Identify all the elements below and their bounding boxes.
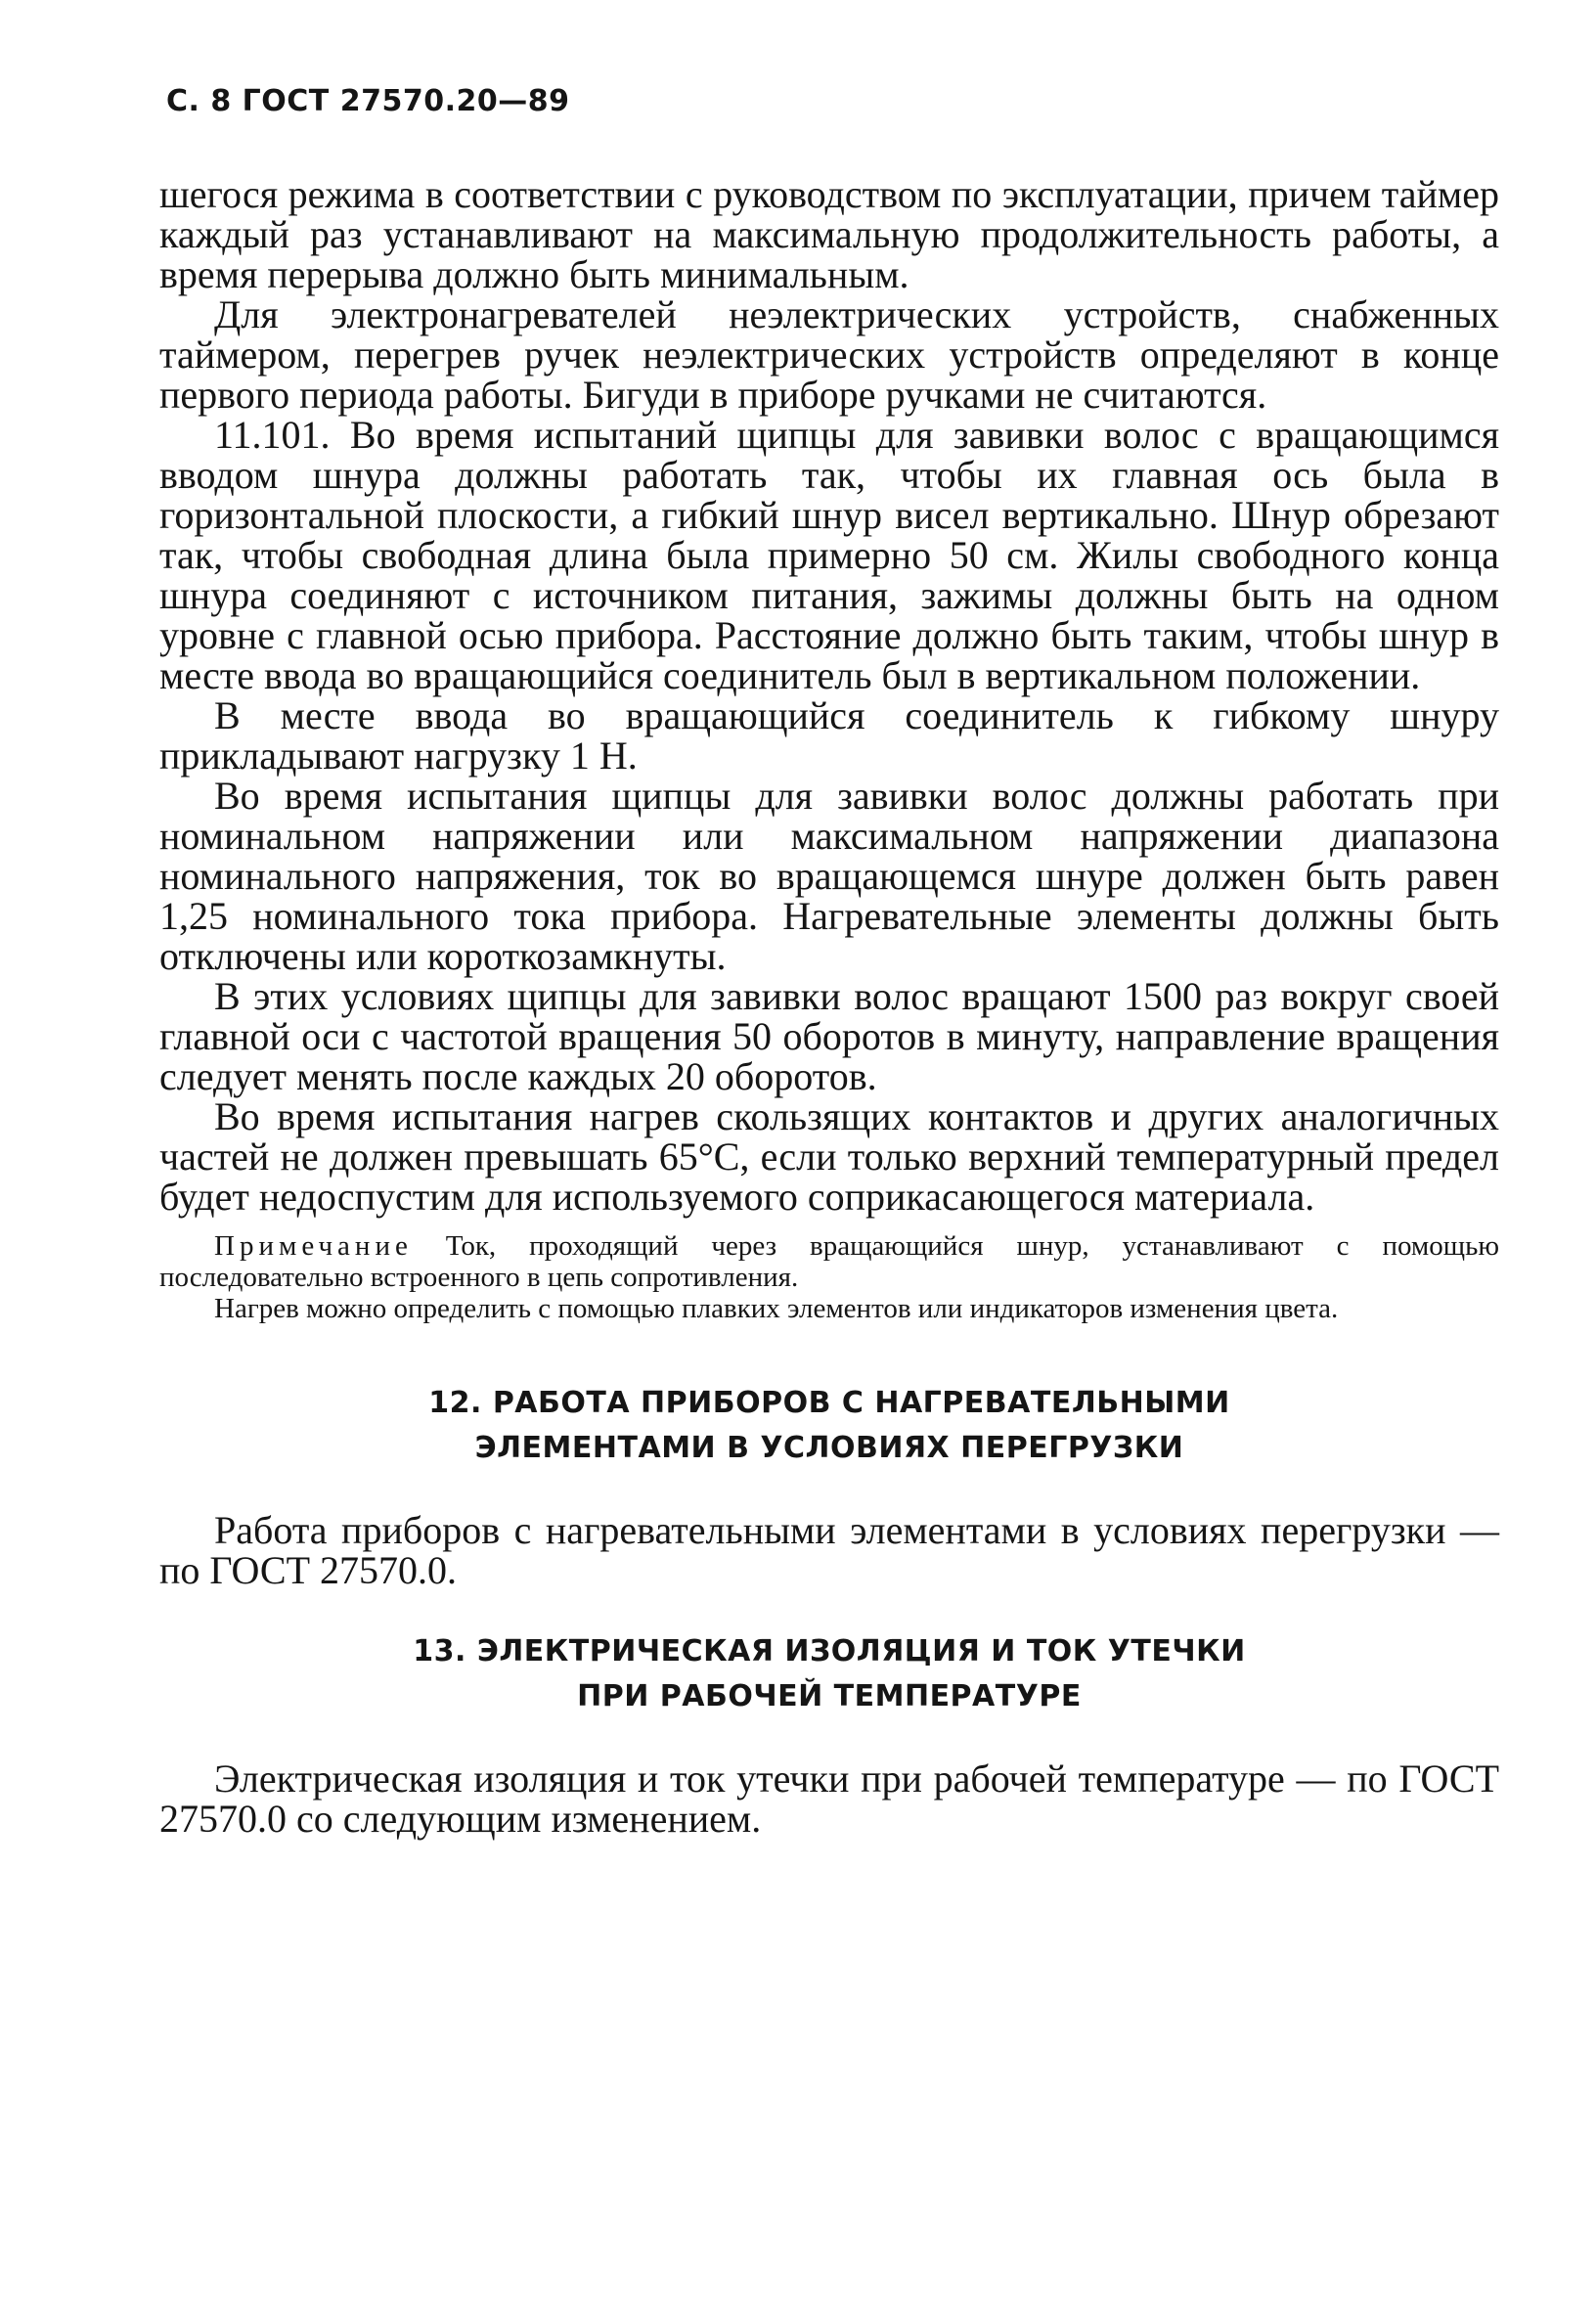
section-13-heading (159, 1629, 1499, 1719)
note-block (159, 1230, 1499, 1324)
note-text: Ток, проходящий через вращающийся шнур, устанавливают с помощью последовательно встроенного в цепь сопротивления. (159, 1230, 1499, 1293)
section-12-title-line-2: ЭЛЕМЕНТАМИ В УСЛОВИЯХ ПЕРЕГРУЗКИ (474, 1431, 1184, 1465)
section-13-text: Электрическая изоляция и ток утечки при рабочей температуре — по ГОСТ 27570.0 со следующим изменением. (159, 1757, 1499, 1841)
note-label: Примечание (214, 1230, 413, 1262)
paragraph-voltage: Во время испытания щипцы для завивки волос должны работать при номинальном напряжении или максимальном напряжении диапазона номинального напряжения, ток во вращающемся шнуре должен быть равен 1,25 номинального тока прибора. Нагревательные элементы должны быть отключены или короткозамкнуты. (159, 774, 1499, 978)
note-paragraph-2: Нагрев можно определить с помощью плавких элементов или индикаторов изменения цвета. (214, 1293, 1339, 1324)
note-paragraph (159, 1230, 1499, 1293)
paragraph-load: В месте ввода во вращающийся соединитель к гибкому шнуру прикладывают нагрузку 1 Н. (159, 693, 1499, 778)
section-12-title-line-1: 12. РАБОТА ПРИБОРОВ С НАГРЕВАТЕЛЬНЫМИ (428, 1386, 1230, 1420)
section-12-text: Работа приборов с нагревательными элементами в условиях перегрузки — по ГОСТ 27570.0. (159, 1508, 1499, 1592)
section-13-title-line-1: 13. ЭЛЕКТРИЧЕСКАЯ ИЗОЛЯЦИЯ И ТОК УТЕЧКИ (413, 1634, 1246, 1668)
section-12-heading (159, 1381, 1499, 1471)
paragraph-timer: Для электронагревателей неэлектрических устройств, снабженных таймером, перегрев ручек неэлектрических устройств определяют в конце первого периода работы. Бигуди в приборе ручками не считаются. (159, 292, 1499, 417)
paragraph-temperature: Во время испытания нагрев скользящих контактов и других аналогичных частей не должен превышать 65°С, если только верхний температурный предел будет недоспустим для используемого соприкасающегося материала. (159, 1094, 1499, 1219)
paragraph-rotation: В этих условиях щипцы для завивки волос вращают 1500 раз вокруг своей главной оси с частотой вращения 50 оборотов в минуту, направление вращения следует менять после каждых 20 оборотов. (159, 974, 1499, 1098)
running-head: С. 8 ГОСТ 27570.20—89 (166, 84, 570, 118)
paragraph-continuation: шегося режима в соответствии с руководством по эксплуатации, причем таймер каждый раз устанавливают на максимальную продолжительность работы, а время перерыва должно быть минимальным. (159, 172, 1499, 296)
section-13-title-line-2: ПРИ РАБОЧЕЙ ТЕМПЕРАТУРЕ (577, 1679, 1082, 1713)
document-body (159, 174, 1499, 1839)
paragraph-11-101: 11.101. Во время испытаний щипцы для завивки волос с вращающимся вводом шнура должны работать так, чтобы их главная ось была в горизонтальной плоскости, а гибкий шнур висел вертикально. Шнур обрезают так, чтобы свободная длина была примерно 50 см. Жилы свободного конца шнура соединяют с источником питания, зажимы должны быть на одном уровне с главной осью прибора. Расстояние должно быть таким, чтобы шнур в месте ввода во вращающийся соединитель был в вертикальном положении. (159, 413, 1499, 697)
